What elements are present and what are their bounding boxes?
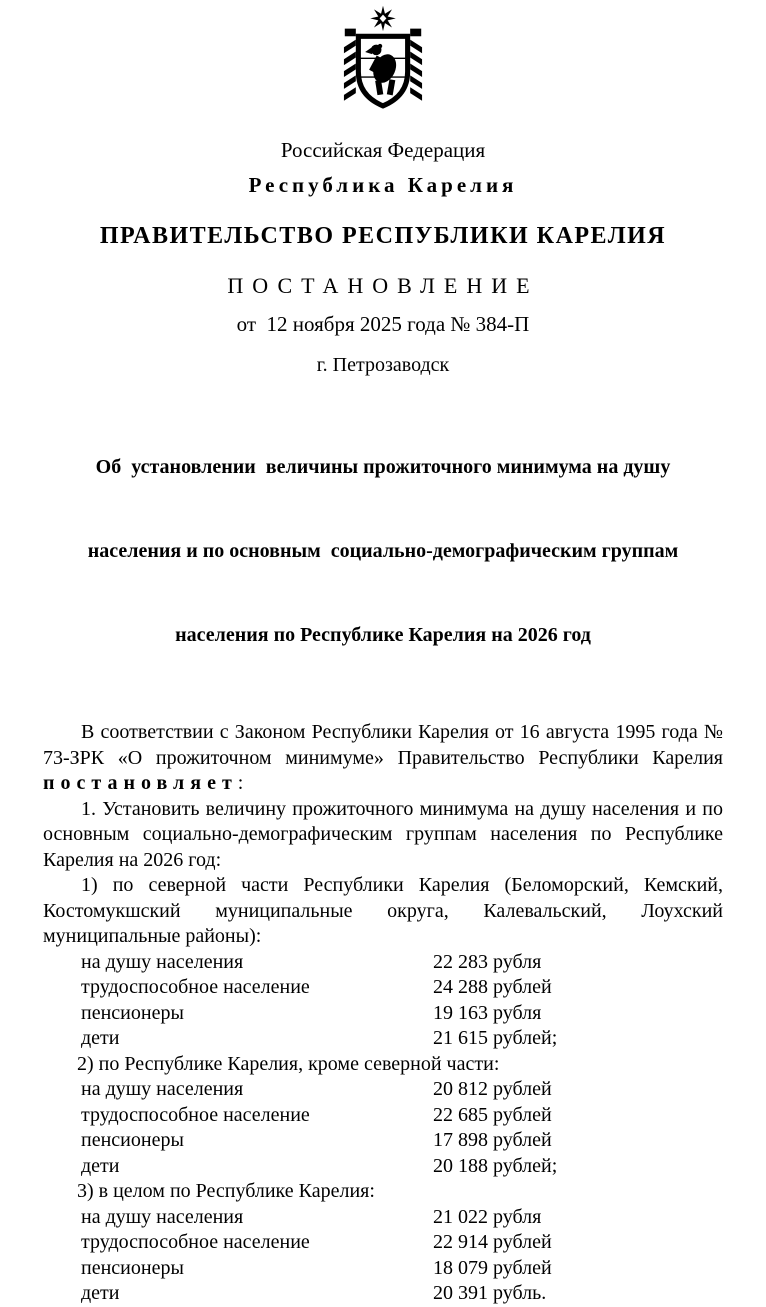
section-2-heading: 2) по Республике Карелия, кроме северной части: bbox=[77, 1052, 500, 1075]
item-1-paragraph: 1. Установить величину прожиточного минимума на душу населения и по основным социально-демографическим группам населения по Республике Карелия на 2026 год: bbox=[43, 797, 723, 871]
country-name: Российская Федерация bbox=[280, 138, 486, 162]
table-row bbox=[43, 1103, 723, 1129]
table-row bbox=[43, 1205, 723, 1231]
table-row bbox=[43, 975, 723, 1001]
row-value: 18 079 рублей bbox=[433, 1256, 552, 1279]
row-value: 22 685 рублей bbox=[433, 1103, 552, 1126]
coat-of-arms-svg bbox=[343, 4, 423, 111]
table-row bbox=[43, 1256, 723, 1282]
preamble-emphasis: постановляет bbox=[43, 772, 238, 794]
row-value: 17 898 рублей bbox=[433, 1129, 552, 1151]
row-value: 20 188 рублей; bbox=[433, 1154, 558, 1177]
table-row bbox=[43, 1154, 723, 1180]
row-label: пенсионеры bbox=[81, 1129, 184, 1151]
authority-name: ПРАВИТЕЛЬСТВО РЕСПУБЛИКИ КАРЕЛИЯ bbox=[99, 223, 667, 249]
title-line-3: населения по Республике Карелия на 2026 год bbox=[175, 624, 591, 646]
row-label: на душу населения bbox=[81, 1078, 244, 1100]
section-1-heading: 1) по северной части Республики Карелия (Беломорский, Кемский, Костомукшский муниципальные округа, Калевальский, Лоухский муниципальные районы): bbox=[43, 874, 723, 947]
row-value: 20 812 рублей bbox=[433, 1078, 552, 1100]
preamble-paragraph bbox=[43, 720, 723, 797]
table-row bbox=[43, 1001, 723, 1027]
table-row bbox=[43, 1230, 723, 1256]
row-label: дети bbox=[81, 1154, 120, 1177]
row-label: пенсионеры bbox=[81, 1256, 184, 1279]
row-value: 21 615 рублей; bbox=[433, 1027, 558, 1049]
row-value: 22 914 рублей bbox=[433, 1231, 552, 1253]
row-value: 24 288 рублей bbox=[433, 976, 552, 998]
table-row bbox=[43, 1128, 723, 1154]
title-line-2: населения и по основным социально-демографическим группам bbox=[87, 540, 679, 562]
row-value: 21 022 рубля bbox=[433, 1205, 542, 1228]
karelia-coat-of-arms-icon bbox=[343, 4, 423, 111]
document-body bbox=[43, 720, 723, 1307]
row-label: на душу населения bbox=[81, 1205, 244, 1228]
date-number-line: от 12 ноября 2025 года № 384-П bbox=[236, 312, 530, 336]
city-line: г. Петрозаводск bbox=[316, 354, 450, 376]
row-label: трудоспособное население bbox=[81, 1231, 310, 1253]
row-label: дети bbox=[81, 1282, 120, 1304]
row-value: 19 163 рубля bbox=[433, 1001, 542, 1024]
fir-branch-right-icon bbox=[410, 29, 422, 101]
table-row bbox=[43, 950, 723, 976]
table-row bbox=[43, 1281, 723, 1307]
row-label: дети bbox=[81, 1027, 120, 1049]
table-row bbox=[43, 1026, 723, 1052]
row-label: пенсионеры bbox=[81, 1001, 184, 1024]
title-line-1: Об установлении величины прожиточного минимума на душу bbox=[95, 456, 671, 478]
row-value: 20 391 рубль. bbox=[433, 1282, 547, 1304]
fir-branch-left-icon bbox=[344, 29, 356, 101]
document-type: ПОСТАНОВЛЕНИЕ bbox=[227, 273, 539, 298]
preamble-suffix: : bbox=[237, 772, 244, 794]
row-value: 22 283 рубля bbox=[433, 950, 542, 973]
row-label: трудоспособное население bbox=[81, 1103, 310, 1126]
region-name: Республика Карелия bbox=[248, 173, 518, 197]
preamble-text: В соответствии с Законом Республики Карелия от 16 августа 1995 года № 73-ЗРК «О прожиточном минимуме» Правительство Республики Карелия bbox=[43, 721, 723, 769]
row-label: трудоспособное население bbox=[81, 976, 310, 998]
row-label: на душу населения bbox=[81, 950, 244, 973]
document-title bbox=[43, 397, 723, 705]
section-3-heading: 3) в целом по Республике Карелия: bbox=[77, 1180, 375, 1202]
